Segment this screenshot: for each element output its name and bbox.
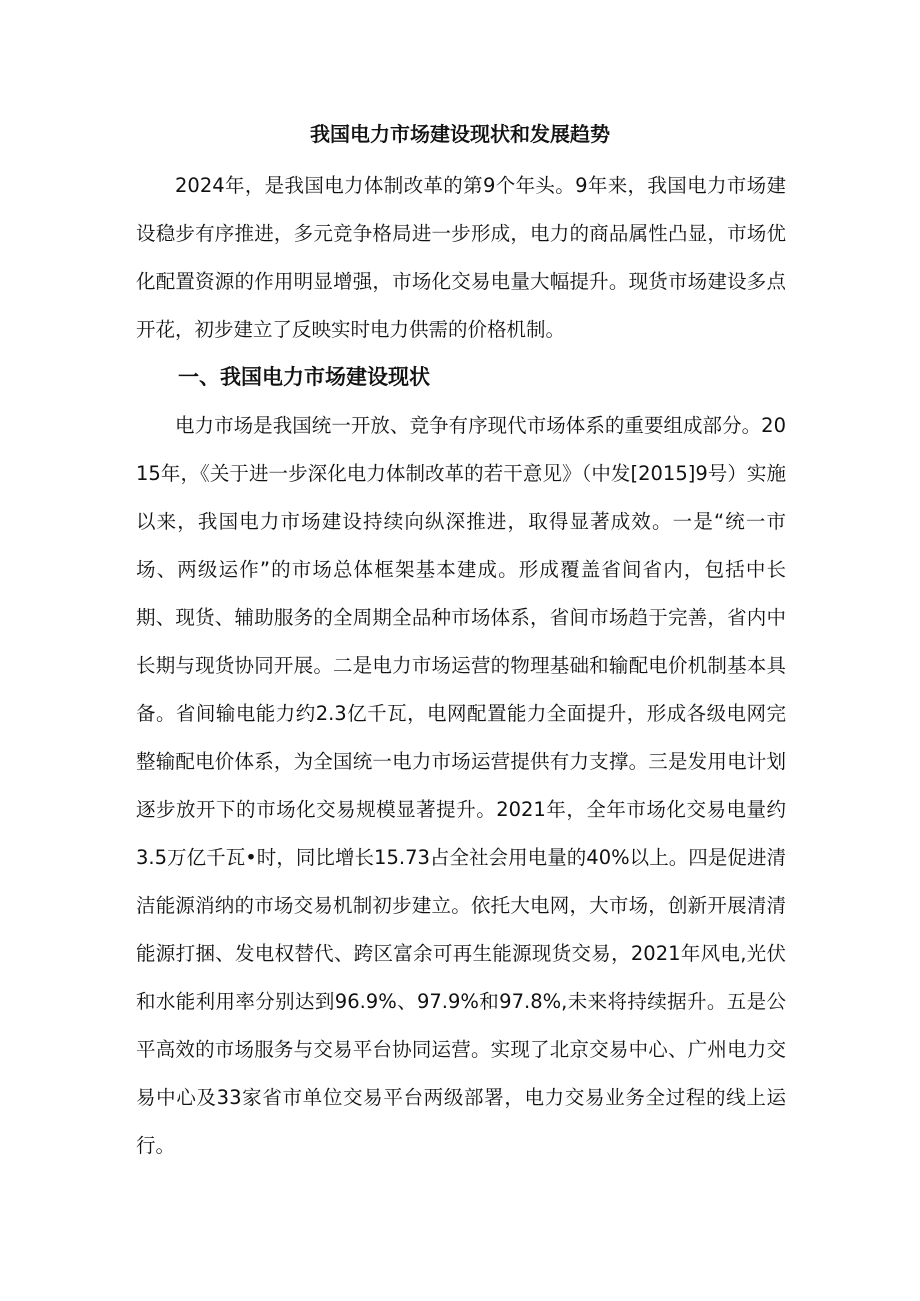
section-heading: 一、我国电力市场建设现状 [178,365,430,389]
section-body-paragraph: 电力市场是我国统一开放、竞争有序现代市场体系的重要组成部分。2015年，《关于进一步深化电力体制改革的若干意见》（中发[2015]9号）实施以来，我国电力市场建设持续向纵深推进，取得显著成效。一是“统一市场、两级运作”的市场总体框架基本建成。形成覆盖省间省内，包括中长期、现货、辅助服务的全周期全品种市场体系，省间市场趋于完善，省内中长期与现货协同开展。二是电力市场运营的物理基础和输配电价机制基本具备。省间输电能力约2.3亿千瓦，电网配置能力全面提升，形成各级电网完整输配电价体系，为全国统一电力市场运营提供有力支撑。三是发用电计划逐步放开下的市场化交易规模显著提升。2021年，全年市场化交易电量约3.5万亿千瓦•时，同比增长15.73占全社会用电量的40%以上。四是促进清洁能源消纳的市场交易机制初步建立。依托大电网，大市场，创新开展清清能源打捆、发电权替代、跨区富余可再生能源现货交易，2021年风电,光伏和水能利用率分别达到96.9%、97.9%和97.8%,未来将持续据升。五是公平高效的市场服务与交易平台协同运营。实现了北京交易中心、广州电力交易中心及33家省市单位交易平台两级部署，电力交易业务全过程的线上运行。 [136,414,786,1157]
intro-paragraph: 2024年，是我国电力体制改革的第9个年头。9年来，我国电力市场建设稳步有序推进，多元竞争格局进一步形成，电力的商品属性凸显，市场优化配置资源的作用明显增强，市场化交易电量大幅提升。现货市场建设多点开花，初步建立了反映实时电力供需的价格机制。 [136,174,786,341]
document-title: 我国电力市场建设现状和发展趋势 [310,122,610,146]
